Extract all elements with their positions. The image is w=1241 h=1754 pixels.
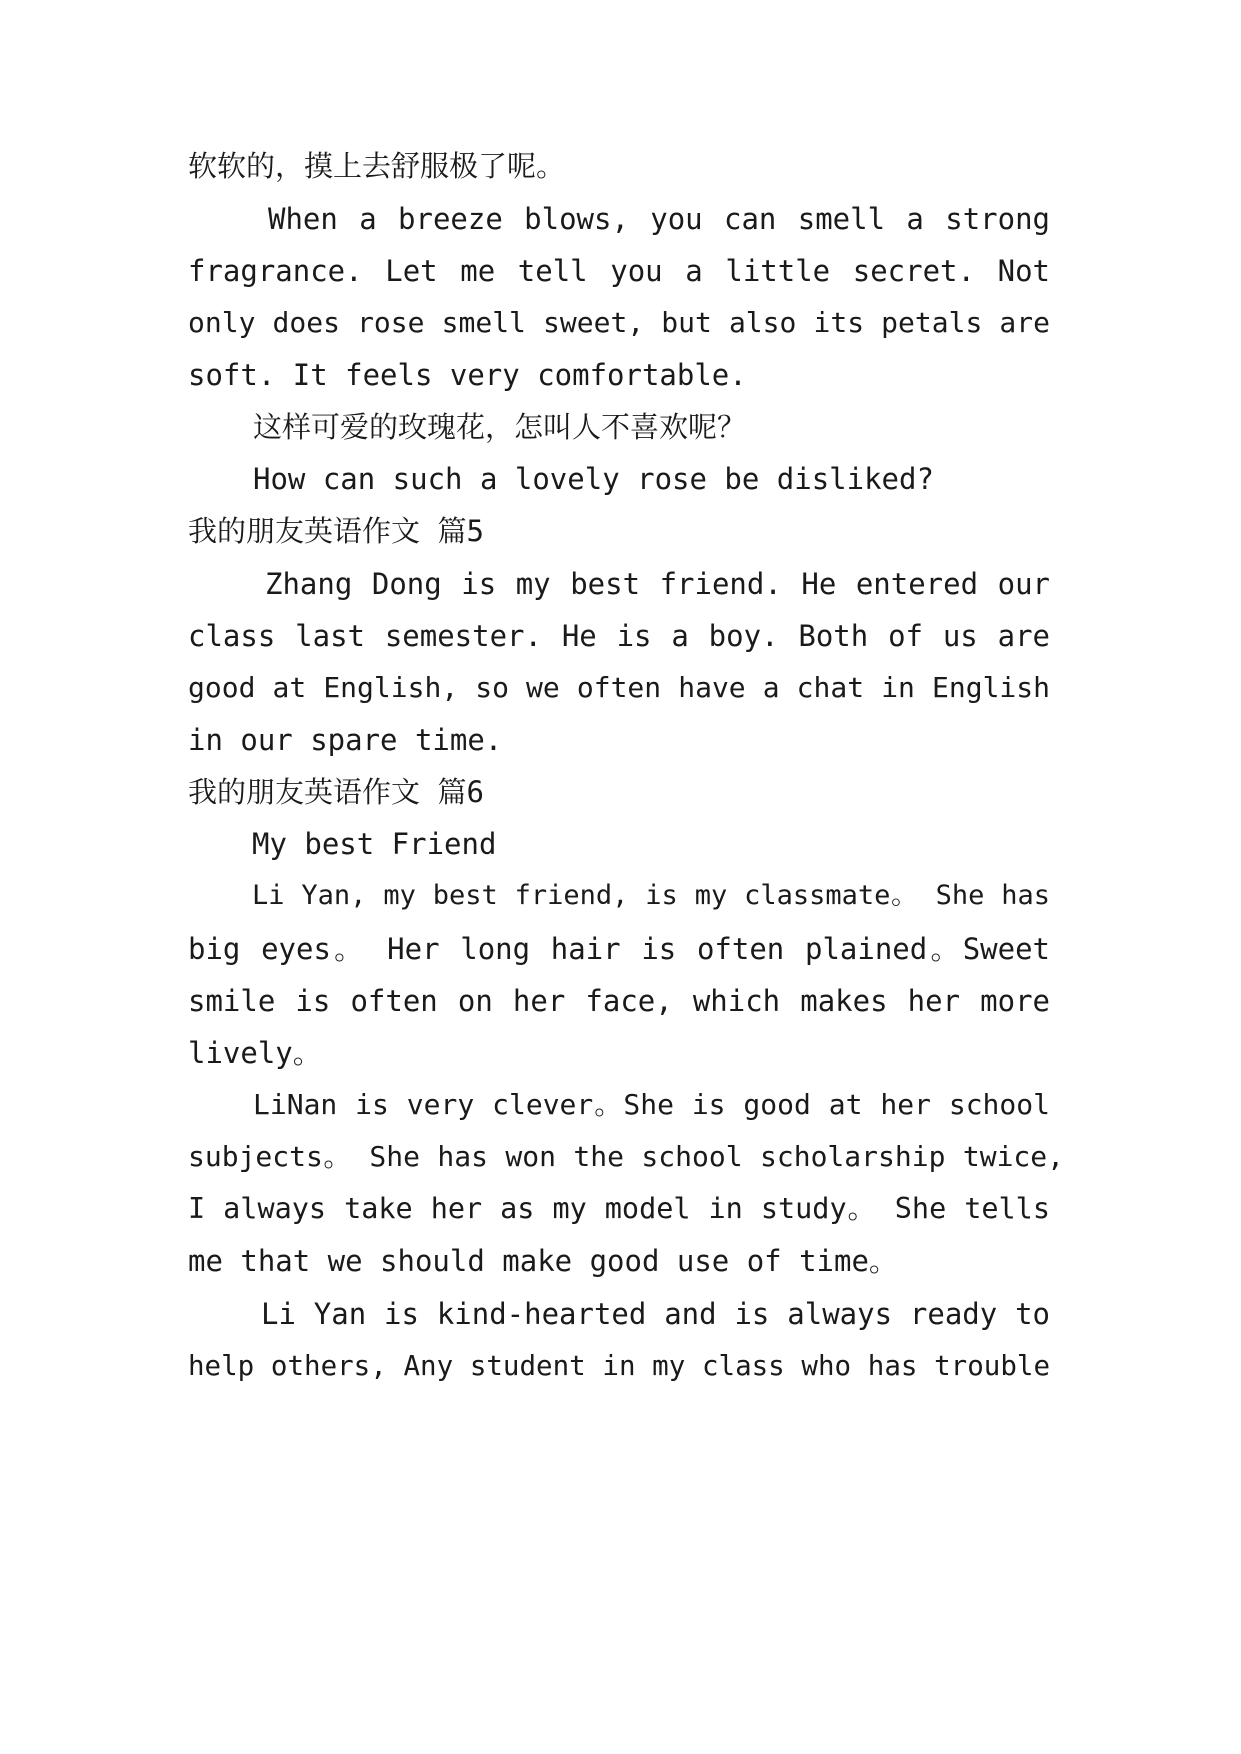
text-line: 软软的，摸上去舒服极了呢。 <box>188 149 566 183</box>
text-line: Li Yan is kind-hearted and is always ready to <box>261 1297 1050 1331</box>
text-line: 这样可爱的玫瑰花，怎叫人不喜欢呢？ <box>253 410 747 444</box>
text-line: class last semester. He is a boy. Both of us are <box>188 619 1050 653</box>
section-heading: 我的朋友英语作文 篇5 <box>188 514 484 548</box>
text-line: I always take her as my model in study。 She tells <box>188 1192 1050 1225</box>
section-heading: 我的朋友英语作文 篇6 <box>188 775 484 809</box>
text-line: big eyes。 Her long hair is often plained。Sweet <box>188 932 1050 966</box>
text-line: only does rose smell sweet, but also its petals are <box>188 306 1050 339</box>
text-line: fragrance. Let me tell you a little secret. Not <box>188 254 1050 288</box>
text-line: help others, Any student in my class who has trouble <box>188 1350 1050 1382</box>
text-line: good at English, so we often have a chat in English <box>188 671 1050 704</box>
text-line: subjects。 She has won the school scholarship twice, <box>188 1140 1064 1173</box>
text-line: lively。 <box>188 1036 322 1070</box>
text-line: me that we should make good use of time。 <box>188 1244 898 1278</box>
essay-title: My best Friend <box>252 827 497 861</box>
text-line: smile is often on her face, which makes her more <box>188 984 1050 1018</box>
text-line: soft. It feels very comfortable. <box>188 358 747 392</box>
text-line: in our spare time. <box>188 723 503 757</box>
text-line: Li Yan, my best friend, is my classmate。 She has <box>252 880 1050 911</box>
text-line: LiNan is very clever。She is good at her school <box>253 1088 1050 1121</box>
text-line: Zhang Dong is my best friend. He entered our <box>265 567 1050 601</box>
text-line: When a breeze blows, you can smell a strong <box>268 202 1050 236</box>
text-line: How can such a lovely rose be disliked? <box>253 462 934 496</box>
